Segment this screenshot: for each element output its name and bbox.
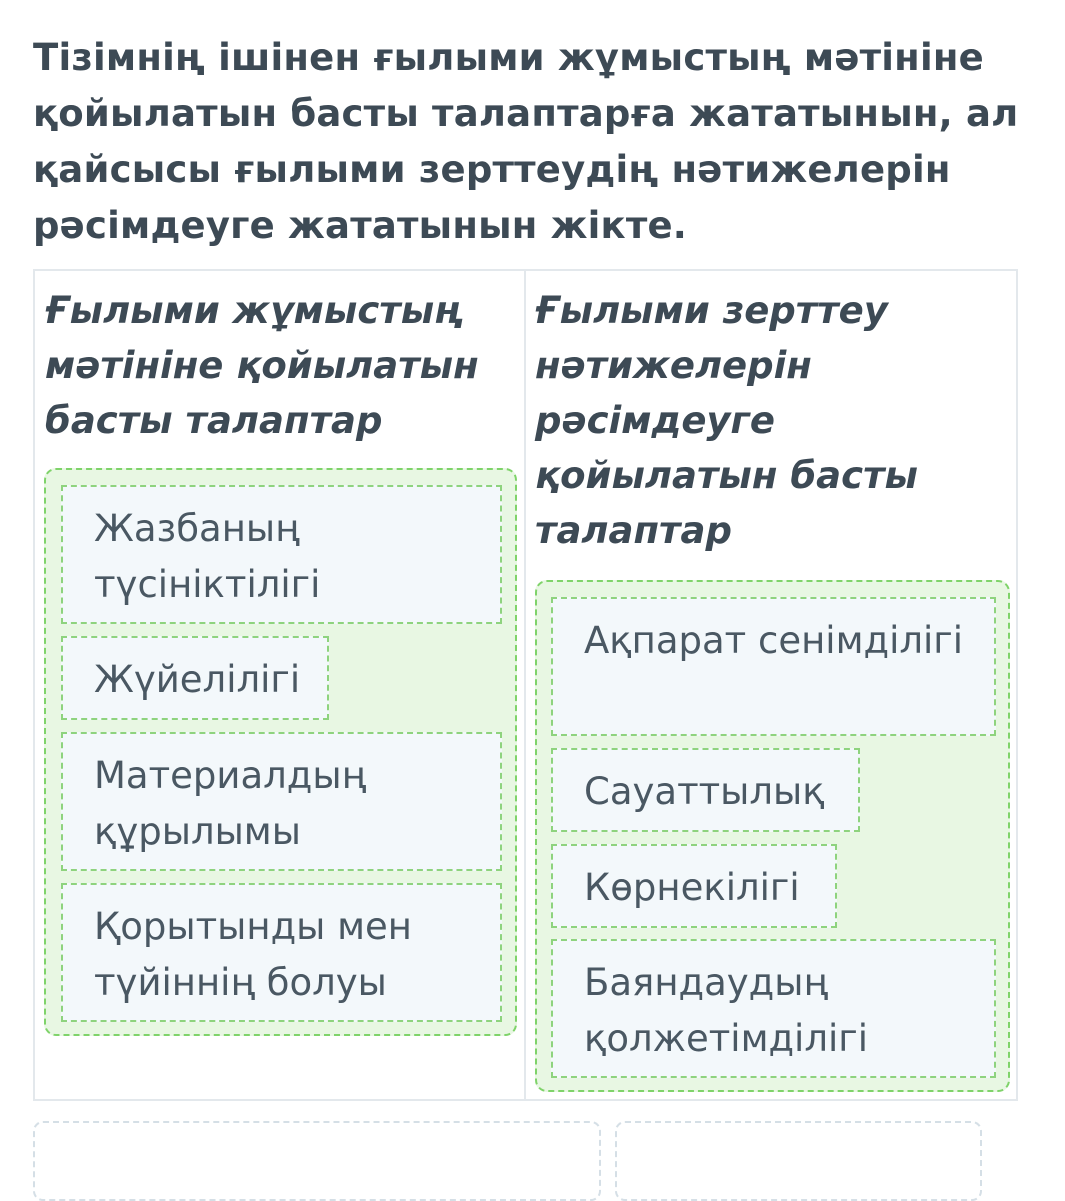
category-drop-zone[interactable] [44, 468, 517, 1036]
answer-card[interactable]: Жазбаның түсініктілігі [61, 485, 502, 624]
answer-card[interactable]: Баяндаудың қолжетімділігі [551, 939, 996, 1078]
answer-card[interactable]: Көрнекілігі [551, 844, 837, 928]
answer-card[interactable]: Қорытынды мен түйіннің болуы [61, 883, 502, 1022]
answer-card[interactable]: Ақпарат сенімділігі [551, 597, 996, 736]
column-header: Ғылыми жұмыстың мәтініне қойылатын басты талаптар [45, 289, 479, 442]
answer-card[interactable]: Материалдың құрылымы [61, 732, 502, 871]
empty-answer-slot[interactable] [615, 1121, 982, 1201]
question-text: Тізімнің ішінен ғылыми жұмыстың мәтініне қойылатын басты талаптарға жататынын, ал қайсысы ғылыми зерттеудің нәтижелерін рәсімдеуге жататынын жікте. [33, 36, 1019, 247]
categorize-table [33, 269, 1018, 1101]
category-drop-zone[interactable] [535, 580, 1010, 1092]
empty-answer-slot[interactable] [33, 1121, 601, 1201]
answer-card[interactable]: Жүйелілігі [61, 636, 329, 720]
answer-card[interactable]: Сауаттылық [551, 748, 860, 832]
category-column-results-requirements [526, 271, 1016, 1099]
category-column-text-requirements [35, 271, 526, 1099]
column-header: Ғылыми зерттеу нәтижелерін рәсімдеуге қойылатын басты талаптар [535, 289, 918, 552]
